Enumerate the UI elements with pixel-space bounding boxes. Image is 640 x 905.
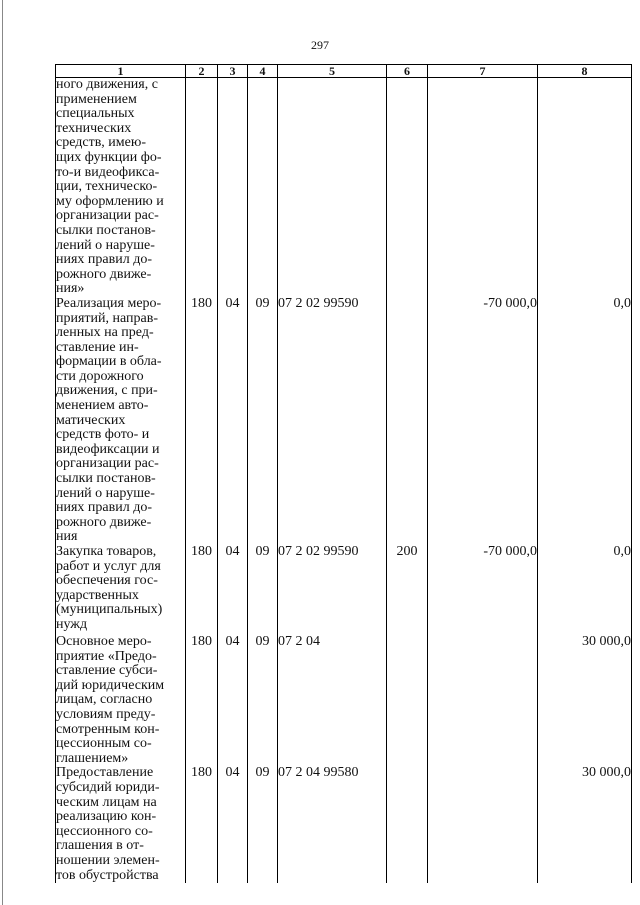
- header-col-8: 8: [538, 65, 632, 78]
- col7-cell: -70 000,0: [428, 545, 538, 635]
- row-name-cell: [56, 78, 186, 297]
- row-name-cell: [56, 545, 186, 635]
- col3-cell: [218, 78, 248, 297]
- table-row: [56, 78, 632, 297]
- row-name-text: Реализация меро- приятий, направ- ленных на пред- ставление ин- формации в обла- сти дорожного движения, с при- менением авто- матических средств фото- и видеофиксации и организации рас- сылки постанов- лений о наруше- ниях правил до- рожного движе- ния: [56, 295, 162, 545]
- header-col-4: 4: [248, 65, 278, 78]
- col2-cell: 180: [186, 635, 218, 766]
- col7-cell: [428, 766, 538, 883]
- table-row: [56, 545, 632, 635]
- col8-cell: 30 000,0: [538, 635, 632, 766]
- col2-cell: 180: [186, 297, 218, 545]
- row-name-cell: [56, 766, 186, 883]
- col4-cell: 09: [248, 545, 278, 635]
- col2-cell: [186, 78, 218, 297]
- budget-table: [55, 64, 632, 883]
- row-name-text: Закупка товаров, работ и услуг для обеспечения гос- ударственных (муниципальных) нужд: [56, 544, 163, 632]
- col8-cell: 0,0: [538, 297, 632, 545]
- col6-cell: [387, 766, 428, 883]
- page-number: 297: [311, 38, 329, 52]
- table-row: [56, 766, 632, 883]
- row-name-cell: [56, 297, 186, 545]
- col4-cell: 09: [248, 635, 278, 766]
- row-name-text: Основное меро- приятие «Предо- ставление субси- дий юридическим лицам, согласно условиям преду- смотренным кон- цессионным со- глашением»: [56, 634, 165, 766]
- col2-cell: 180: [186, 766, 218, 883]
- row-name-text: Предоставление субсидий юриди- ческим лицам на реализацию кон- цессионного со- глашения в от- ношении элемен- тов обустройства: [56, 765, 160, 883]
- col5-cell: 07 2 04 99580: [278, 766, 387, 883]
- col8-cell: 30 000,0: [538, 766, 632, 883]
- header-col-5: 5: [278, 65, 387, 78]
- col4-cell: 09: [248, 766, 278, 883]
- header-col-7: 7: [428, 65, 538, 78]
- col6-cell: [387, 78, 428, 297]
- col7-cell: [428, 635, 538, 766]
- col8-cell: [538, 78, 632, 297]
- col5-cell: [278, 78, 387, 297]
- col3-cell: 04: [218, 297, 248, 545]
- table-row: [56, 635, 632, 766]
- col7-cell: [428, 78, 538, 297]
- col3-cell: 04: [218, 766, 248, 883]
- col3-cell: 04: [218, 545, 248, 635]
- col6-cell: [387, 297, 428, 545]
- header-col-1: 1: [56, 65, 186, 78]
- page-edge-line: [2, 0, 3, 905]
- col3-cell: 04: [218, 635, 248, 766]
- col2-cell: 180: [186, 545, 218, 635]
- col5-cell: 07 2 02 99590: [278, 545, 387, 635]
- table-header-row: [56, 65, 632, 78]
- row-name-cell: [56, 635, 186, 766]
- col4-cell: [248, 78, 278, 297]
- table-row: [56, 297, 632, 545]
- col5-cell: 07 2 04: [278, 635, 387, 766]
- col4-cell: 09: [248, 297, 278, 545]
- header-col-3: 3: [218, 65, 248, 78]
- row-name-text: ного движения, с применением специальных технических средств, имею- щих функции фо- то-и видеофикса- ции, техническо- му оформлению и организации рас- сылки постанов- лений о наруше- ниях правил до- рожного движе- ния»: [56, 77, 164, 297]
- header-col-6: 6: [387, 65, 428, 78]
- header-col-2: 2: [186, 65, 218, 78]
- col5-cell: 07 2 02 99590: [278, 297, 387, 545]
- col7-cell: -70 000,0: [428, 297, 538, 545]
- col6-cell: [387, 635, 428, 766]
- col8-cell: 0,0: [538, 545, 632, 635]
- col6-cell: 200: [387, 545, 428, 635]
